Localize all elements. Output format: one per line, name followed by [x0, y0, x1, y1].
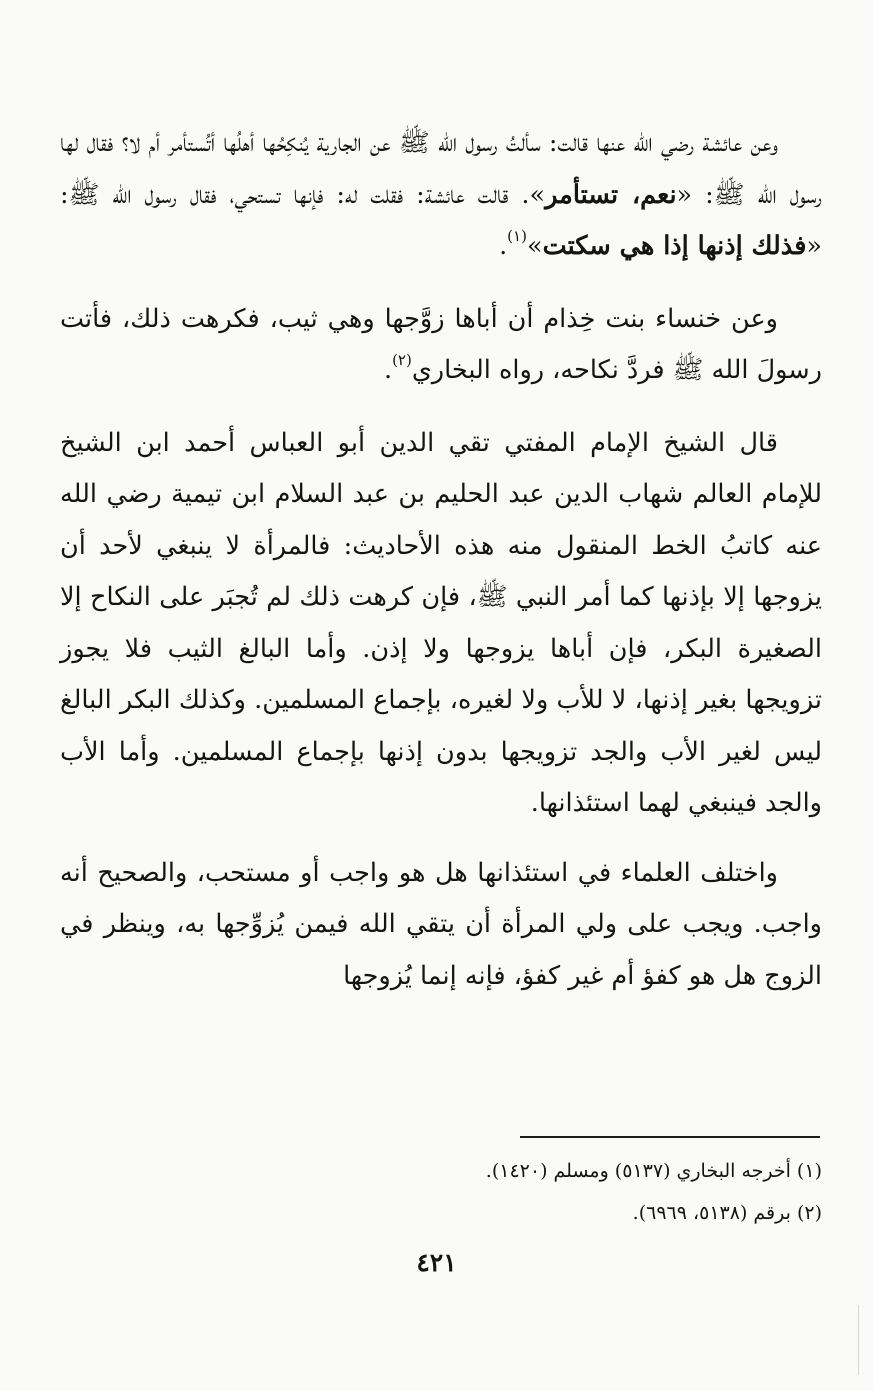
quote-bold-1: نعم، تستأمر [545, 179, 677, 210]
main-text [60, 118, 822, 1002]
footnote-ref-1[interactable]: (١) [507, 227, 527, 245]
period: . [383, 355, 393, 385]
page-number: ٤٢١ [416, 1248, 457, 1277]
paragraph-sheikh-commentary: قال الشيخ الإمام المفتي تقي الدين أبو العباس أحمد ابن الشيخ للإمام العالم شهاب الدين عبد الحليم بن عبد السلام ابن تيمية رضي الله عنه كاتبُ الخط المنقول منه هذه الأحاديث: فالمرأة لا ينبغي لأحد أن يزوجها إلا بإذنها كما أمر النبي ﷺ، فإن كرهت ذلك لم تُجبَر على النكاح إلا الصغيرة البكر، فإن أباها يزوجها ولا إذن. وأما البالغ الثيب فلا يجوز تزويجها بغير إذنها، لا للأب ولا لغيره، بإجماع المسلمين. وكذلك البكر البالغ ليس لغير الأب والجد تزويجها بدون إذنها بإجماع المسلمين. وأما الأب والجد فينبغي لهما استئذانها. [60, 427, 822, 818]
paragraph-scholars-disagreement: واختلف العلماء في استئذانها هل هو واجب أو مستحب، والصحيح أنه واجب. ويجب على ولي المرأة أن يتقي الله فيمن يُزوِّجها به، وينظر في الزوج هل هو كفؤ أم غير كفؤ، فإنه إنما يُزوجها [60, 857, 822, 991]
quote-bold-2: فذلك إذنها إذا هي سكتت [542, 231, 807, 261]
hadith-text-mid: ». قالت عائشة: فقلت له: فإنها تستحي، فقال رسول الله ﷺ: « [60, 179, 822, 261]
hadith-text: وعن عائشة رضي الله عنها قالت: سألتُ رسول الله ﷺ عن الجارية يُنكِحُها أهلُها أتُستأمر أم لا؟ فقال لها رسول الله ﷺ: « [60, 128, 822, 210]
page-edge-mark [858, 1305, 859, 1375]
paragraph-aisha-hadith [60, 118, 822, 276]
footnotes [60, 1150, 822, 1234]
footnote-separator [520, 1136, 820, 1138]
footnote-2: (٢) برقم (٥١٣٨، ٦٩٦٩). [632, 1202, 822, 1224]
footnote-ref-2[interactable]: (٢) [392, 351, 412, 369]
footnote-1: (١) أخرجه البخاري (٥١٣٧) ومسلم (١٤٢٠). [485, 1160, 822, 1182]
paragraph-khansa-hadith [60, 294, 822, 400]
period: . [499, 231, 508, 261]
quote-close: » [526, 231, 543, 261]
hadith-text: وعن خنساء بنت خِذام أن أباها زوَّجها وهي ثيب، فكرهت ذلك، فأتت رسولَ الله ﷺ فردَّ نكاحه، رواه البخاري [60, 303, 822, 385]
